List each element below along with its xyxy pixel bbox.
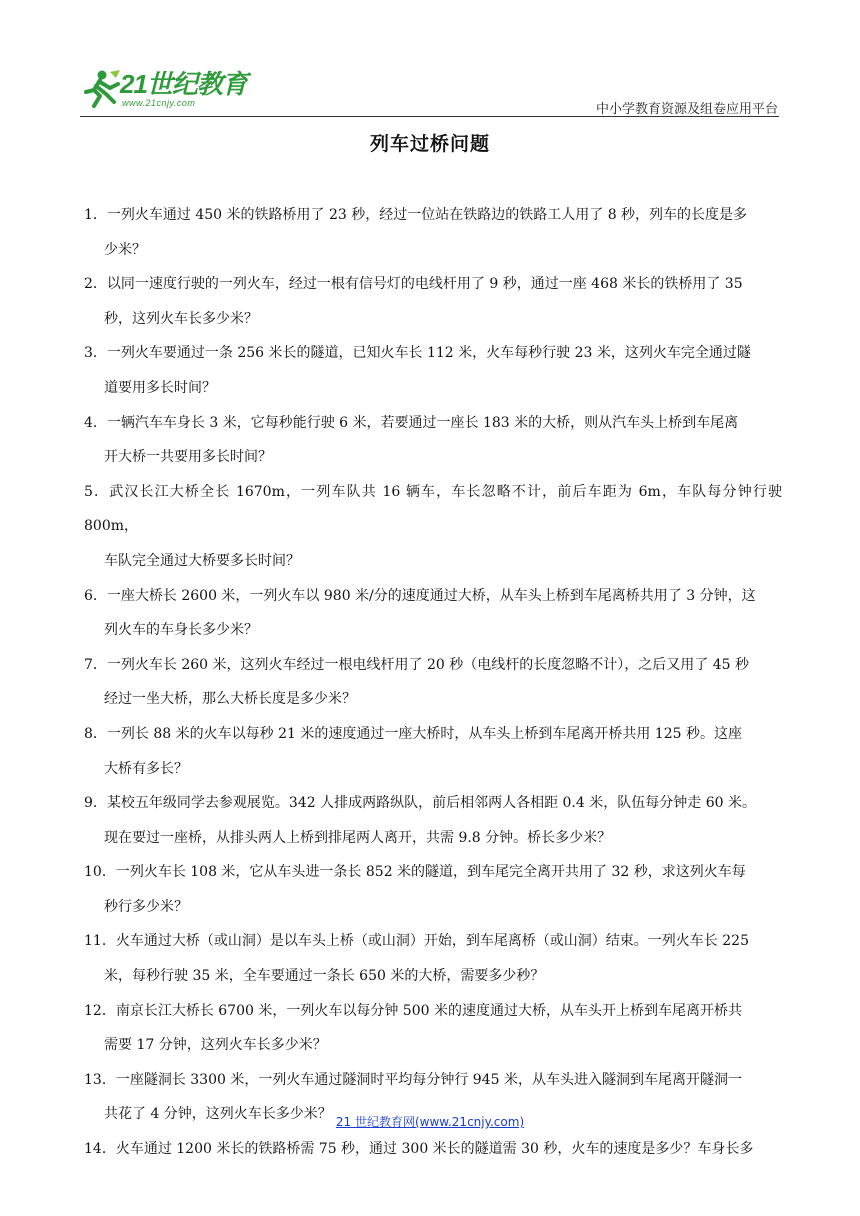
question-item bbox=[84, 924, 782, 993]
question-item bbox=[84, 648, 782, 717]
footer-link[interactable]: 21 世纪教育网(www.21cnjy.com) bbox=[335, 1115, 525, 1129]
platform-label: 中小学教育资源及组卷应用平台 bbox=[595, 102, 778, 117]
question-line-cont: 现在要过一座桥，从排头两人上桥到排尾两人离开，共需 9.8 分钟。桥长多少米？ bbox=[104, 829, 612, 846]
question-line: 5．武汉长江大桥全长 1670m，一列车队共 16 辆车，车长忽略不计，前后车距为 6m，车队每分钟行驶 800m， bbox=[84, 483, 782, 535]
question-line: 11．火车通过大桥（或山洞）是以车头上桥（或山洞）开始，到车尾离桥（或山洞）结束。一列火车长 225 bbox=[84, 933, 749, 950]
question-line-cont: 大桥有多长？ bbox=[104, 760, 188, 777]
question-line-cont: 秒，这列火车长多少米？ bbox=[104, 310, 258, 327]
question-item bbox=[84, 406, 782, 475]
question-item bbox=[84, 717, 782, 786]
question-line: 12．南京长江大桥长 6700 米，一列火车以每分钟 500 米的速度通过大桥，从车头开上桥到车尾离开桥共 bbox=[84, 1002, 742, 1019]
question-item bbox=[84, 475, 782, 579]
question-line: 9．某校五年级同学去参观展览。342 人排成两路纵队，前后相邻两人各相距 0.4 米，队伍每分钟走 60 米。 bbox=[84, 795, 756, 812]
question-line: 3．一列火车要通过一条 256 米长的隧道，已知火车长 112 米，火车每秒行驶 23 米，这列火车完全通过隧 bbox=[84, 345, 751, 362]
logo bbox=[80, 62, 280, 116]
question-line-cont: 道要用多长时间？ bbox=[104, 379, 216, 396]
question-line-cont: 需要 17 分钟，这列火车长多少米？ bbox=[104, 1037, 327, 1054]
question-line-cont: 米，每秒行驶 35 米，全车要通过一条长 650 米的大桥，需要多少秒？ bbox=[104, 968, 545, 985]
question-line: 8．一列长 88 米的火车以每秒 21 米的速度通过一座大桥时，从车头上桥到车尾离开桥共用 125 秒。这座 bbox=[84, 725, 742, 742]
question-line-cont: 开大桥一共要用多长时间？ bbox=[104, 449, 272, 466]
question-line: 10．一列火车长 108 米，它从车头进一条长 852 米的隧道，到车尾完全离开共用了 32 秒，求这列火车每 bbox=[84, 864, 746, 881]
question-line: 7．一列火车长 260 米，这列火车经过一根电线杆用了 20 秒（电线杆的长度忽略不计），之后又用了 45 秒 bbox=[84, 656, 749, 673]
question-line: 2．以同一速度行驶的一列火车，经过一根有信号灯的电线杆用了 9 秒，通过一座 468 米长的铁桥用了 35 bbox=[84, 276, 743, 293]
question-item bbox=[84, 336, 782, 405]
question-item bbox=[84, 994, 782, 1063]
page-header bbox=[80, 62, 780, 118]
question-line: 4．一辆汽车车身长 3 米，它每秒能行驶 6 米，若要通过一座长 183 米的大桥，则从汽车头上桥到车尾离 bbox=[84, 414, 739, 431]
logo-text: 21世纪教育 bbox=[120, 69, 247, 99]
question-line: 6．一座大桥长 2600 米，一列火车以 980 米/分的速度通过大桥，从车头上桥到车尾离桥共用了 3 分钟，这 bbox=[84, 587, 756, 604]
question-item bbox=[84, 855, 782, 924]
question-item bbox=[84, 1132, 782, 1167]
question-item bbox=[84, 786, 782, 855]
header-divider bbox=[80, 116, 779, 117]
question-line-cont: 经过一坐大桥，那么大桥长度是多少米？ bbox=[104, 691, 356, 708]
question-line: 1．一列火车通过 450 米的铁路桥用了 23 秒，经过一位站在铁路边的铁路工人用了 8 秒，列车的长度是多 bbox=[84, 207, 748, 223]
question-item bbox=[84, 267, 782, 336]
logo-url: www.21cnjy.com bbox=[122, 98, 196, 108]
question-list bbox=[84, 198, 782, 1167]
runner-logo-icon bbox=[80, 68, 124, 108]
question-item bbox=[84, 198, 782, 267]
question-line: 13．一座隧洞长 3300 米，一列火车通过隧洞时平均每分钟行 945 米，从车头进入隧洞到车尾离开隧洞一 bbox=[84, 1071, 742, 1088]
question-line: 14．火车通过 1200 米长的铁路桥需 75 秒，通过 300 米长的隧道需 30 秒，火车的速度是多少？车身长多 bbox=[84, 1141, 754, 1158]
question-line-cont: 秒行多少米？ bbox=[104, 898, 188, 915]
page-title: 列车过桥问题 bbox=[369, 133, 490, 155]
question-line-cont: 少米？ bbox=[104, 241, 146, 258]
question-line-cont: 共花了 4 分钟，这列火车长多少米？ bbox=[104, 1106, 332, 1123]
question-item bbox=[84, 579, 782, 648]
question-line-cont: 车队完全通过大桥要多长时间？ bbox=[104, 552, 300, 569]
question-line-cont: 列火车的车身长多少米？ bbox=[104, 622, 258, 639]
